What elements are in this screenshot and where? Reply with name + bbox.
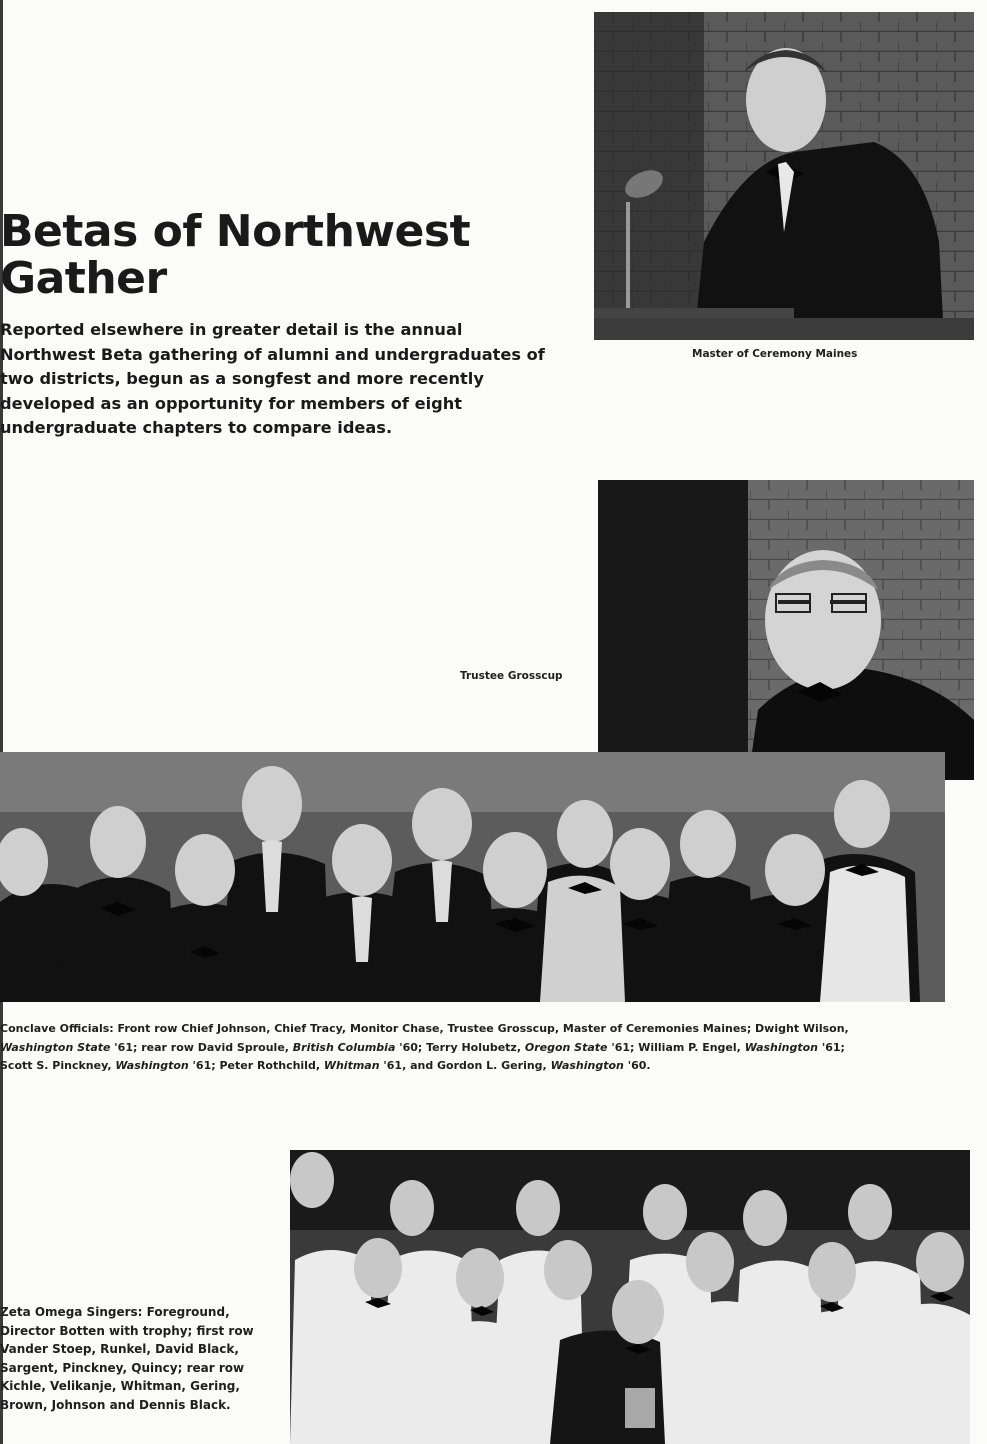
group-caption-segment: Washington State [0,1040,111,1054]
caption-conclave-officials-text [0,1022,849,1072]
article-title [0,208,560,302]
title-line-1: Betas of Northwest [0,206,471,257]
caption-singers: Zeta Omega Singers: Foreground, Director Botten with trophy; first row Vander Stoep, Runkel, David Black, Sargent, Pinckney, Quincy; rear row Kichle, Velikanje, Whitman, Gering, Brown, Johnson and Dennis Black. [0,1305,254,1412]
group-caption-segment: Washington [550,1059,624,1072]
photo-master-of-ceremony [594,12,974,340]
group-caption-segment: Conclave Officials: Front row Chief Johnson, Chief Tracy, Monitor Chase, Trustee Grosscup, Master of Ceremonies Maines; Dwight Wilson, [0,1022,849,1035]
group-caption-segment: '61; Peter Rothchild, [188,1059,324,1072]
group-caption-segment: '60; Terry Holubetz, [395,1040,525,1054]
group-caption-segment: '61; rear row David Sproule, [110,1040,293,1054]
group-caption-segment: Whitman [323,1059,380,1072]
group-caption-segment: '61; Scott S. Pinckney, [0,1040,845,1072]
photo-conclave-officials [0,752,945,1002]
title-line-2: Gather [0,253,167,304]
group-caption-segment: Oregon State [524,1040,608,1054]
group-caption-segment: '60. [623,1059,651,1072]
group-caption-segment: Washington [744,1040,818,1054]
group-caption-segment: '61, and Gordon L. Gering, [379,1059,551,1072]
photo-singers [290,1150,970,1444]
caption-master-of-ceremony: Master of Ceremony Maines [692,348,858,360]
group-caption-segment: British Columbia [292,1040,396,1054]
caption-trustee: Trustee Grosscup [460,670,563,682]
photo-trustee [598,480,974,780]
group-caption-segment: '61; William P. Engel, [607,1040,745,1054]
caption-conclave-officials [0,1020,880,1076]
article-intro: Reported elsewhere in greater detail is the annual Northwest Beta gathering of alumni and undergraduates of two districts, begun as a songfest and more recently developed as an opportunity for members of eight undergraduate chapters to compare ideas. [0,320,545,437]
group-caption-segment: Washington [115,1059,189,1072]
